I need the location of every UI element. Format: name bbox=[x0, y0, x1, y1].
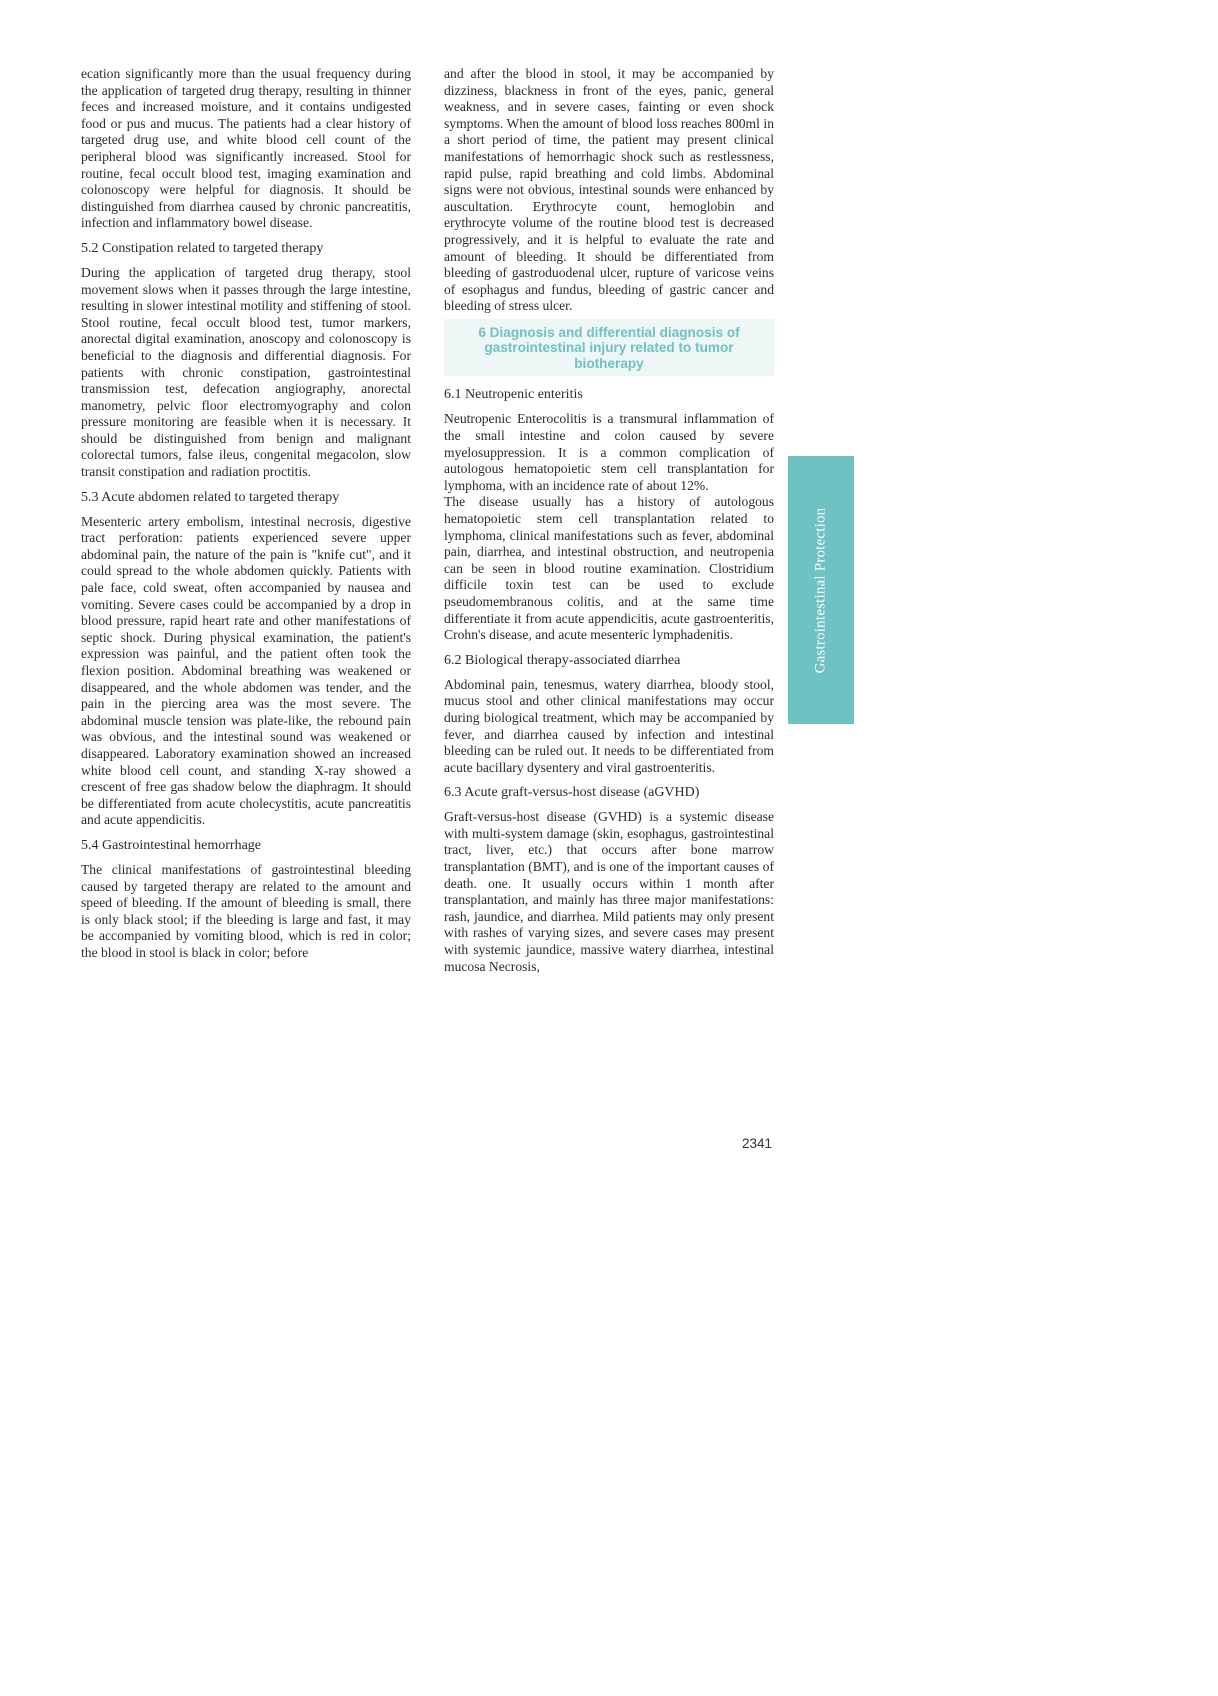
paragraph-acute-abdomen: Mesenteric artery embolism, intestinal necrosis, digestive tract perforation: patients experienced severe upper abdominal pain, the nature of the pain is "knife cut", and it could spread to the whole abdomen quickly. Patients with pale face, cold sweat, often accompanied by nausea and vomiting. Severe cases could be accompanied by a drop in blood pressure, rapid heart rate and other manifestations of septic shock. During physical examination, the patient's expression was painful, and the patient often took the flexion position. Abdominal breathing was weakened or disappeared, and the whole abdomen was tender, and the pain in the piercing area was the most severe. The abdominal muscle tension was plate-like, the rebound pain was obvious, and the intestinal sound was weakened or disappeared. Laboratory examination showed an increased white blood cell count, and standing X-ray showed a crescent of free gas shadow below the diaphragm. It should be differentiated from acute cholecystitis, acute pancreatitis and acute appendicitis. bbox=[81, 513, 411, 828]
heading-6-3: 6.3 Acute graft-versus-host disease (aGVHD) bbox=[444, 785, 700, 801]
paragraph-hemorrhage: The clinical manifestations of gastrointestinal bleeding caused by targeted therapy are related to the amount and speed of bleeding. If the amount of bleeding is small, there is only black stool; if the bleeding is large and fast, it may be accompanied by vomiting blood, which is red in color; the blood in stool is black in color; before bbox=[81, 861, 411, 960]
page-number: 2341 bbox=[742, 1136, 773, 1151]
paragraph-hemorrhage-continued: and after the blood in stool, it may be accompanied by dizziness, blackness in front of the eyes, panic, general weakness, and in severe cases, fainting or even shock symptoms. When the amount of blood loss reaches 800ml in a short period of time, the patient may present clinical manifestations of hemorrhagic shock such as restlessness, rapid pulse, rapid breathing and cold limbs. Abdominal signs were not obvious, intestinal sounds were enhanced by auscultation. Erythrocyte count, hemoglobin and erythrocyte volume of the routine blood test is decreased progressively, and it is helpful to evaluate the rate and amount of bleeding. It should be differentiated from bleeding of gastroduodenal ulcer, rupture of varicose veins of esophagus and fundus, bleeding of gastric cancer and bleeding of stress ulcer. bbox=[444, 66, 774, 314]
side-tab-label: Gastrointestinal Protection bbox=[812, 507, 829, 673]
paragraph-neutropenic-b: The disease usually has a history of autologous hematopoietic stem cell transplantation related to lymphoma, clinical manifestations such as fever, abdominal pain, diarrhea, and intestinal obstruction, and neutropenia can be seen in blood routine examination. Clostridium difficile toxin test can be used to exclude pseudomembranous colitis, and at the same time differentiate it from acute appendicitis, acute gastroenteritis, Crohn's disease, and acute mesenteric lymphadenitis. bbox=[444, 494, 774, 643]
heading-5-2: 5.2 Constipation related to targeted therapy bbox=[81, 240, 324, 256]
section-6-heading: 6 Diagnosis and differential diagnosis of gastrointestinal injury related to tumor biotherapy bbox=[444, 319, 774, 377]
paragraph-neutropenic-a: Neutropenic Enterocolitis is a transmural inflammation of the small intestine and colon caused by severe myelosuppression. It is a common complication of autologous hematopoietic stem cell transplantation for lymphoma, with an incidence rate of about 12%. bbox=[444, 411, 774, 493]
paragraph-biotherapy-diarrhea: Abdominal pain, tenesmus, watery diarrhea, bloody stool, mucus stool and other clinical manifestations may occur during biological treatment, which may be accompanied by fever, and diarrhea caused by infection and intestinal bleeding can be ruled out. It needs to be differentiated from acute bacillary dysentery and viral gastroenteritis. bbox=[444, 676, 774, 775]
left-column bbox=[81, 66, 411, 962]
heading-5-3: 5.3 Acute abdomen related to targeted therapy bbox=[81, 489, 340, 505]
paragraph-agvhd: Graft-versus-host disease (GVHD) is a systemic disease with multi-system damage (skin, esophagus, gastrointestinal tract, liver, etc.) that occurs after bone marrow transplantation (BMT), and is one of the important causes of death. one. It usually occurs within 1 month after transplantation, and mainly has three major manifestations: rash, jaundice, and diarrhea. Mild patients may only present with rashes of varying sizes, and severe cases may present with systemic jaundice, massive watery diarrhea, intestinal mucosa Necrosis, bbox=[444, 809, 774, 974]
side-tab bbox=[788, 456, 854, 724]
heading-5-4: 5.4 Gastrointestinal hemorrhage bbox=[81, 837, 262, 853]
heading-6-1: 6.1 Neutropenic enteritis bbox=[444, 387, 583, 403]
right-column bbox=[444, 66, 774, 975]
paragraph-constipation: During the application of targeted drug therapy, stool movement slows when it passes through the large intestine, resulting in slower intestinal motility and stiffening of stool. Stool routine, fecal occult blood test, tumor markers, anorectal digital examination, anoscopy and colonoscopy is beneficial to the diagnosis and differential diagnosis. For patients with chronic constipation, gastrointestinal transmission test, defecation angiography, anorectal manometry, pelvic floor electromyography and colon pressure monitoring are feasible when it is necessary. It should be distinguished from benign and malignant colorectal tumors, false ileus, congenital megacolon, slow transit constipation and radiation proctitis. bbox=[81, 264, 411, 480]
paragraph-diarrhea-continued: ecation significantly more than the usual frequency during the application of targeted drug therapy, resulting in thinner feces and increased moisture, and it contains undigested food or pus and mucus. The patients had a clear history of targeted drug use, and white blood cell count of the peripheral blood was significantly increased. Stool for routine, fecal occult blood test, imaging examination and colonoscopy were helpful for diagnosis. It should be distinguished from diarrhea caused by chronic pancreatitis, infection and inflammatory bowel disease. bbox=[81, 66, 411, 231]
heading-6-2: 6.2 Biological therapy-associated diarrhea bbox=[444, 652, 681, 668]
